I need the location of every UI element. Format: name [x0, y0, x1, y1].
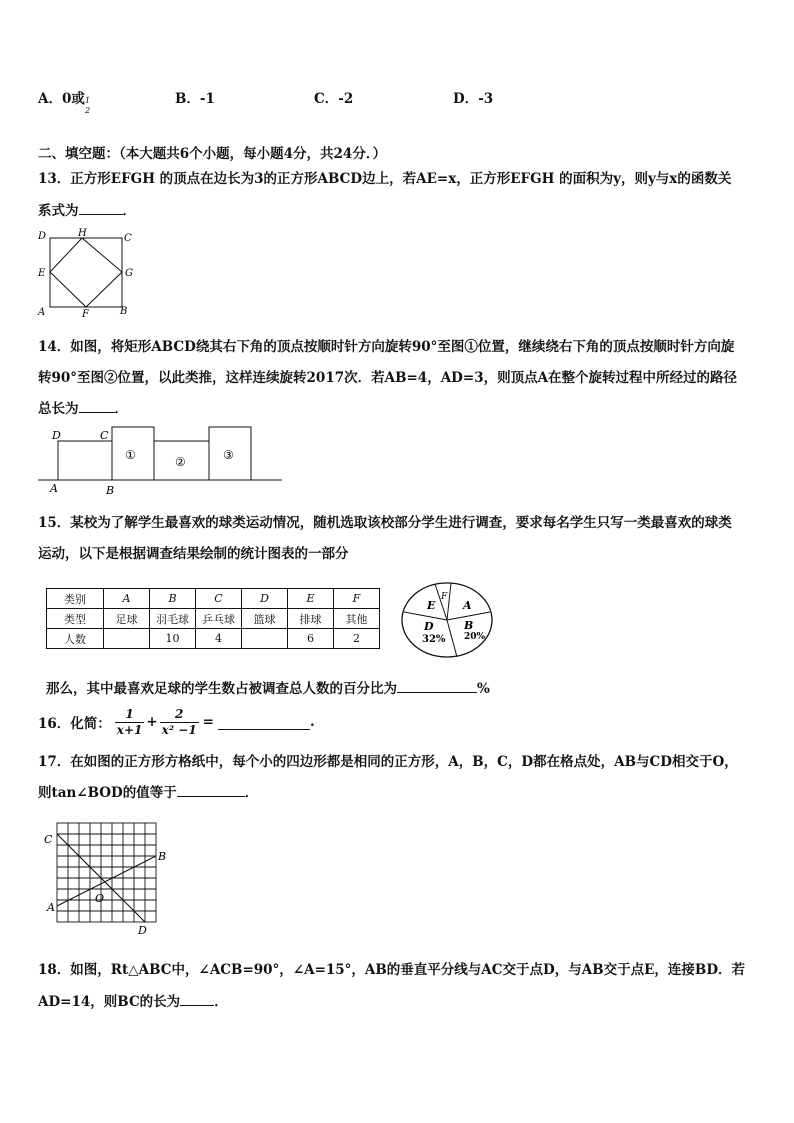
pie-label-F: F [441, 592, 448, 602]
pie-label-D-pct: 32% [422, 634, 446, 645]
q14-line1: 14．如图，将矩形ABCD绕其右下角的顶点按顺时针方向旋转90°至图①位置，继续绕右下角的顶点按顺时针方向旋 [38, 339, 735, 355]
q15-pie-chart [400, 582, 500, 662]
q18-line2: AD=14，则BC的长为 ． [38, 990, 228, 1010]
q15-answer: 那么，其中最喜欢足球的学生数占被调查总人数的百分比为 % [46, 677, 490, 697]
q18-line1: 18．如图，Rt△ABC中，∠ACB=90°，∠A=15°，AB的垂直平分线与AC交于点D，与AB交于点E，连接BD．若 [38, 962, 746, 978]
q13-label-E: E [38, 268, 46, 279]
q14-answer-blank[interactable] [79, 398, 115, 413]
q15-line2: 运动，以下是根据调查结果绘制的统计图表的一部分 [38, 546, 349, 562]
q17-line2: 则tan∠BOD的值等于 ． [38, 781, 258, 801]
q13-label-H: H [78, 228, 87, 239]
q14-label-r1: ① [125, 448, 136, 462]
q17-label-O: O [95, 892, 105, 905]
q13-label-G: G [125, 268, 133, 279]
q17-label-D: D [138, 924, 147, 937]
q17-label-A: A [47, 901, 55, 914]
q16-fraction-2: $\frac{2}{\text{x² −1}}$ [161, 706, 197, 737]
choice-a [38, 87, 85, 107]
q13-label-B: B [120, 306, 128, 317]
q14-label-B: B [106, 484, 115, 497]
q14-rotation-figure [36, 420, 286, 500]
q16-answer-blank[interactable] [218, 715, 310, 730]
table-row: 类型 足球 羽毛球 乒乓球 篮球 排球 其他 [47, 609, 380, 629]
choice-b: B．-1 [175, 91, 215, 107]
pie-label-E: E [427, 599, 436, 612]
q14-label-r3: ③ [223, 448, 234, 462]
choice-a-label: A．0或 [38, 91, 85, 107]
q15-stat-table [46, 588, 380, 649]
q13-square-figure [30, 226, 140, 318]
section-title: 二、填空题：（本大题共6个小题，每小题4分，共24分．） [38, 146, 387, 162]
q13-line2: 系式为 ． [38, 199, 136, 219]
q14-label-A: A [50, 482, 58, 495]
q17-line1: 17．在如图的正方形方格纸中，每个小的四边形都是相同的正方形，A，B，C，D都在格点处，AB与CD相交于O， [38, 754, 738, 770]
q14-line2: 转90°至图②位置，以此类推，这样连续旋转2017次．若AB=4，AD=3，则顶点A在整个旋转过程中所经过的路径 [38, 370, 738, 386]
choice-a-fraction: 1 2 [85, 96, 91, 115]
q16: 16．化简： $\frac{1}{x+1}$ + $\frac{2}{\text{x² −1}}$ = . [38, 706, 315, 737]
table-row: 人数 10 4 6 2 [47, 629, 380, 649]
q15-answer-blank[interactable] [397, 678, 477, 693]
choice-c: C．-2 [314, 91, 354, 107]
pie-label-B: B [464, 619, 474, 632]
q13-label-F: F [82, 309, 89, 320]
q17-answer-blank[interactable] [177, 782, 245, 797]
q14-label-D: D [52, 429, 61, 442]
choice-d: D．-3 [453, 91, 494, 107]
q15-line1: 15．某校为了解学生最喜欢的球类运动情况，随机选取该校部分学生进行调查，要求每名学生只写一类最喜欢的球类 [38, 515, 732, 531]
pie-label-A: A [463, 599, 472, 612]
q17-label-B: B [158, 850, 167, 863]
q13-line1: 13．正方形EFGH 的顶点在边长为3的正方形ABCD边上，若AE=x，正方形EFGH 的面积为y，则y与x的函数关 [38, 171, 732, 187]
q14-label-r2: ② [175, 455, 186, 469]
q14-line3: 总长为 ． [38, 397, 128, 417]
q17-grid-figure [40, 820, 180, 940]
q13-answer-blank[interactable] [79, 200, 123, 215]
q13-label-C: C [124, 233, 132, 244]
table-row: 类别 A B C D E F [47, 589, 380, 609]
pie-label-D: D [424, 620, 434, 633]
q13-label-D: D [38, 231, 47, 242]
pie-label-B-pct: 20% [464, 632, 486, 642]
q14-label-C: C [100, 429, 109, 442]
grid-lines [57, 823, 156, 922]
q13-label-A: A [38, 307, 46, 318]
q18-answer-blank[interactable] [180, 991, 214, 1006]
q16-fraction-1: $\frac{1}{x+1}$ [116, 706, 143, 737]
q17-label-C: C [44, 833, 53, 846]
